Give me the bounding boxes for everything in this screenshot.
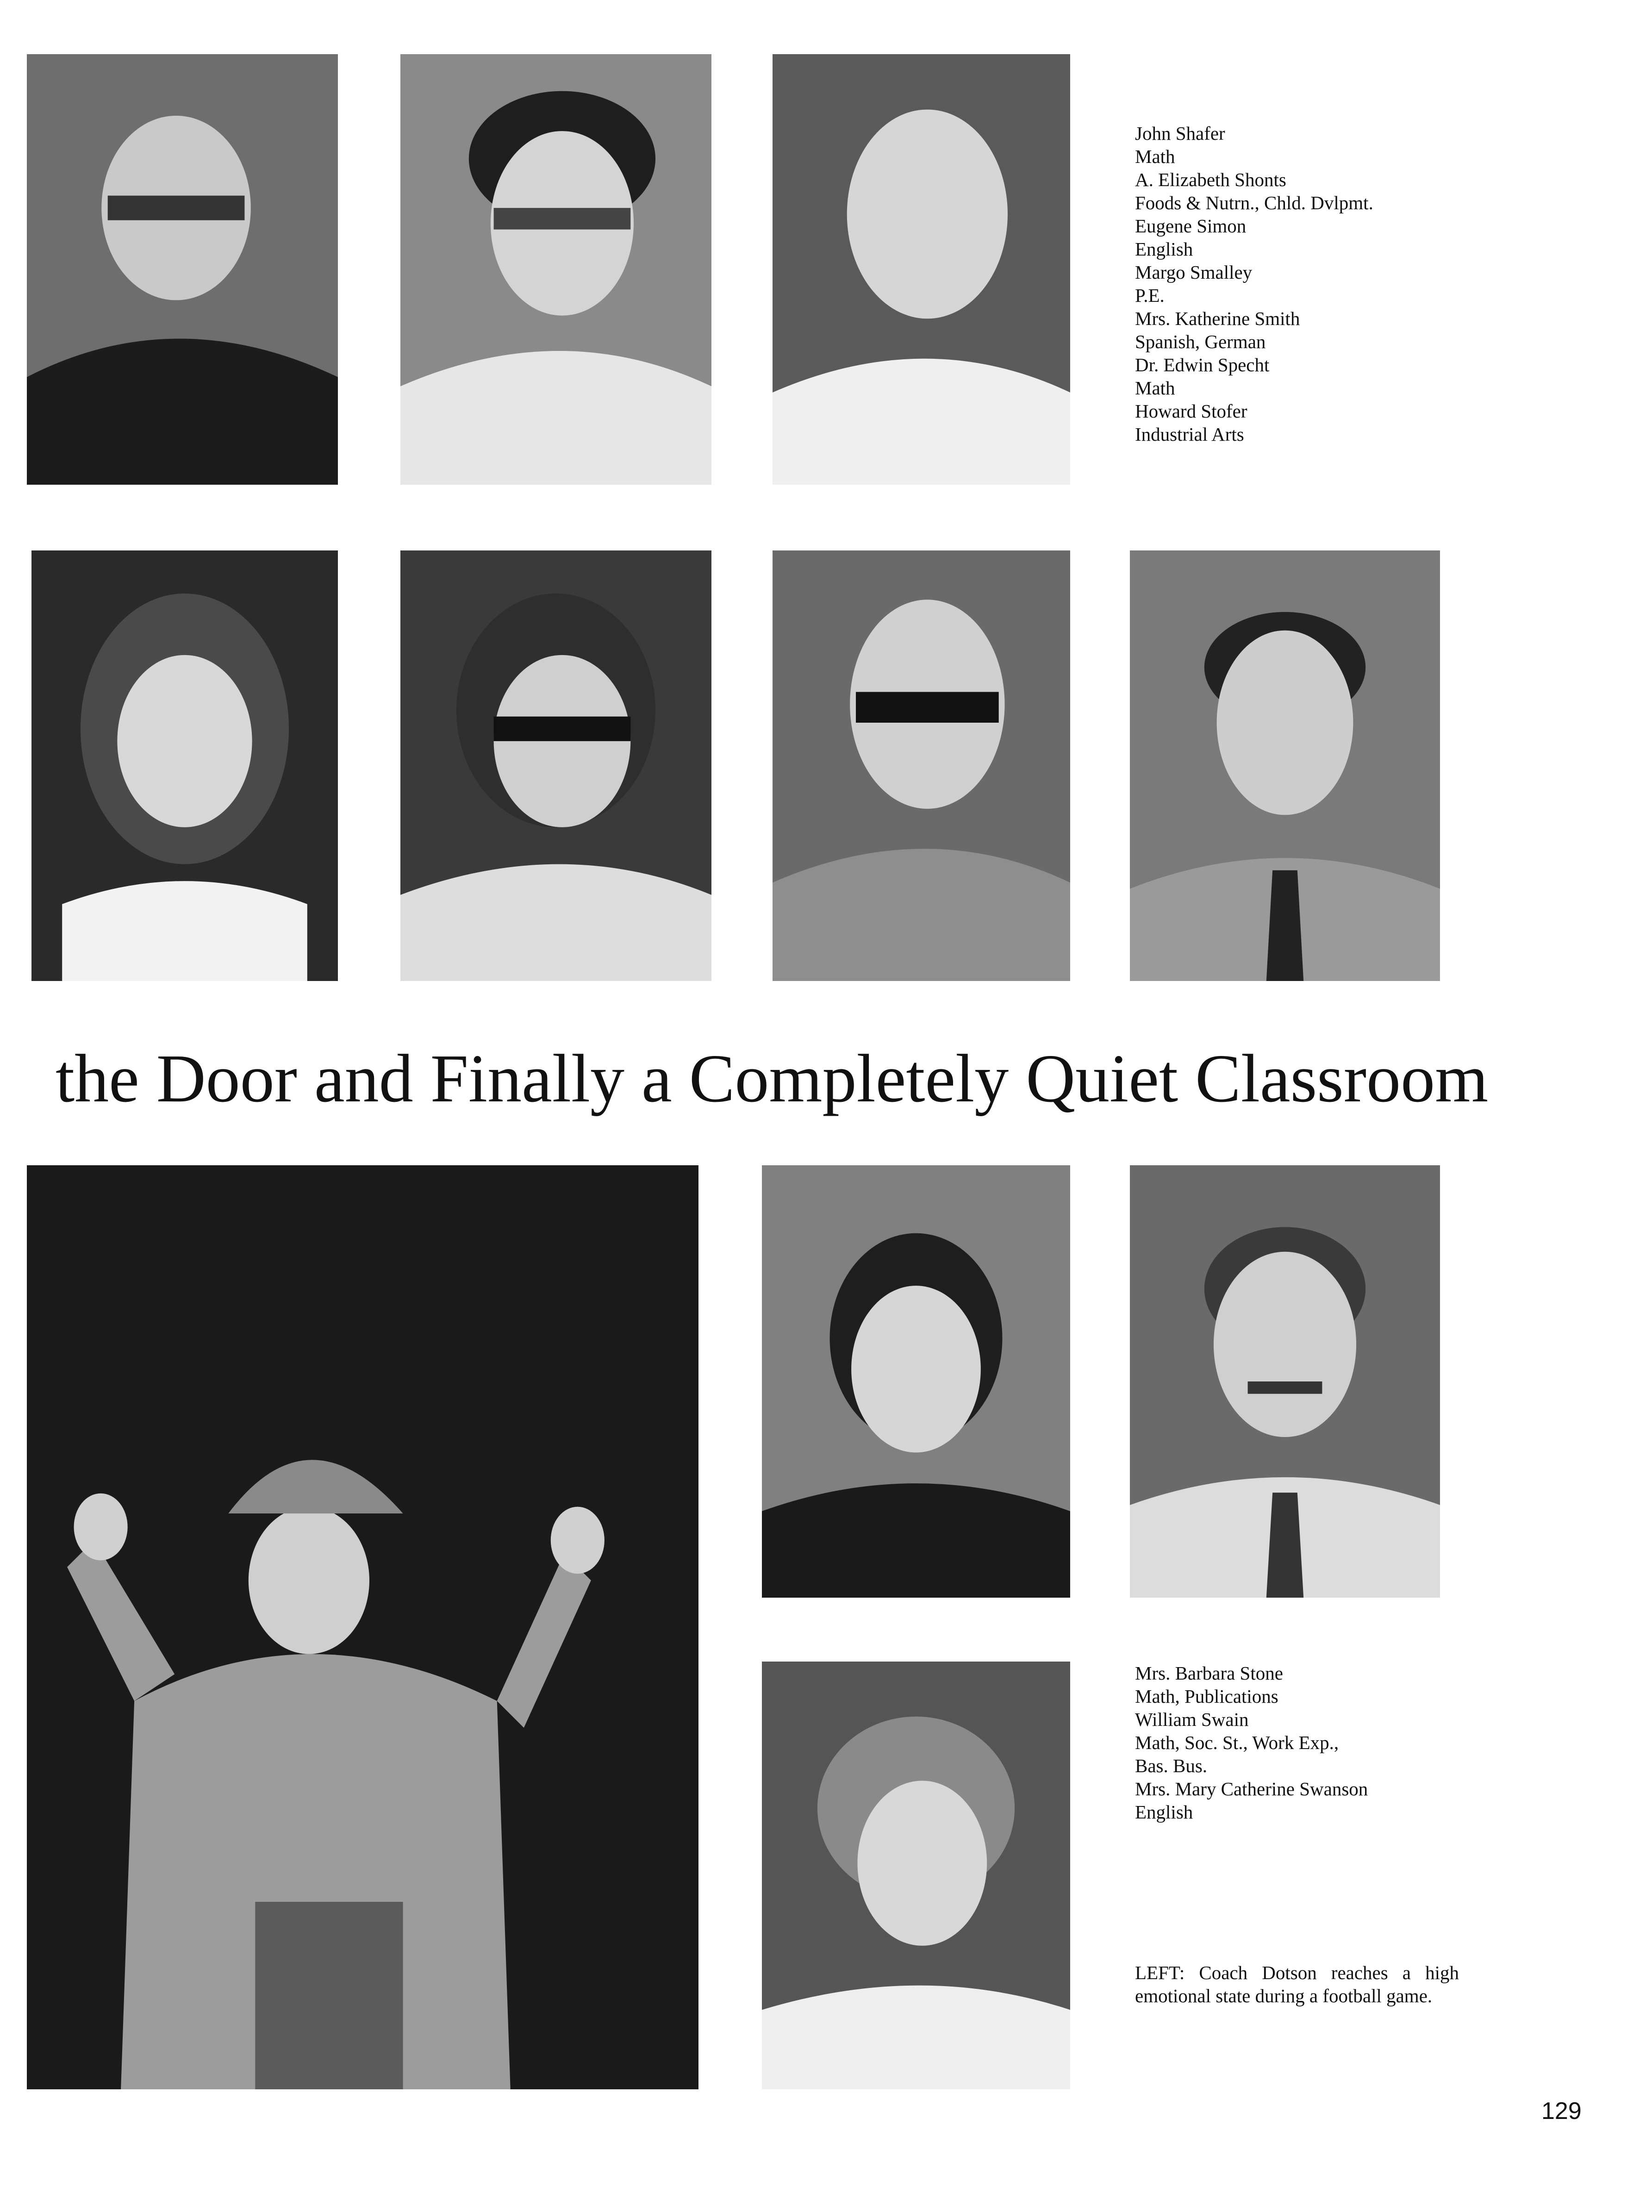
caption-line: A. Elizabeth Shonts xyxy=(1135,169,1286,190)
caption-line: Mrs. Barbara Stone xyxy=(1135,1662,1283,1684)
portrait-eugene-simon xyxy=(773,54,1070,485)
caption-line: Eugene Simon xyxy=(1135,215,1247,237)
caption-line: Industrial Arts xyxy=(1135,424,1244,445)
caption-line: Mrs. Katherine Smith xyxy=(1135,308,1300,329)
caption-line: Mrs. Mary Catherine Swanson xyxy=(1135,1778,1368,1800)
portrait-barbara-stone xyxy=(762,1165,1070,1598)
portrait-elizabeth-shonts xyxy=(400,54,711,485)
portrait-mary-catherine-swanson xyxy=(762,1662,1070,2089)
caption-line: English xyxy=(1135,1801,1193,1823)
faculty-caption-bottom xyxy=(1135,1662,1368,1824)
caption-line: Spanish, German xyxy=(1135,331,1266,352)
caption-line: William Swain xyxy=(1135,1709,1249,1730)
photo-coach-dotson xyxy=(27,1165,698,2089)
portrait-william-swain xyxy=(1130,1165,1440,1598)
caption-line: Margo Smalley xyxy=(1135,262,1253,283)
photo-note: LEFT: Coach Dotson reaches a high emotional state during a football game. xyxy=(1135,1962,1459,2006)
caption-line: Math xyxy=(1135,377,1175,399)
portrait-edwin-specht xyxy=(773,550,1070,981)
caption-line: Math, Soc. St., Work Exp., xyxy=(1135,1732,1339,1753)
caption-line: Math xyxy=(1135,146,1175,167)
caption-line: Howard Stofer xyxy=(1135,400,1247,422)
caption-line: Bas. Bus. xyxy=(1135,1755,1208,1776)
caption-line: Dr. Edwin Specht xyxy=(1135,354,1270,375)
caption-line: Math, Publications xyxy=(1135,1686,1278,1707)
caption-line: John Shafer xyxy=(1135,123,1225,144)
portrait-katherine-smith xyxy=(400,550,711,981)
portrait-howard-stofer xyxy=(1130,550,1440,981)
headline: the Door and Finally a Completely Quiet Classroom xyxy=(56,1041,1489,1117)
caption-line: English xyxy=(1135,238,1193,260)
page-number: 129 xyxy=(1541,2098,1582,2125)
portrait-margo-smalley xyxy=(31,550,338,981)
faculty-caption-top xyxy=(1135,122,1373,446)
caption-line: P.E. xyxy=(1135,285,1165,306)
portrait-john-shafer xyxy=(27,54,338,485)
caption-line: Foods & Nutrn., Chld. Dvlpmt. xyxy=(1135,192,1373,213)
